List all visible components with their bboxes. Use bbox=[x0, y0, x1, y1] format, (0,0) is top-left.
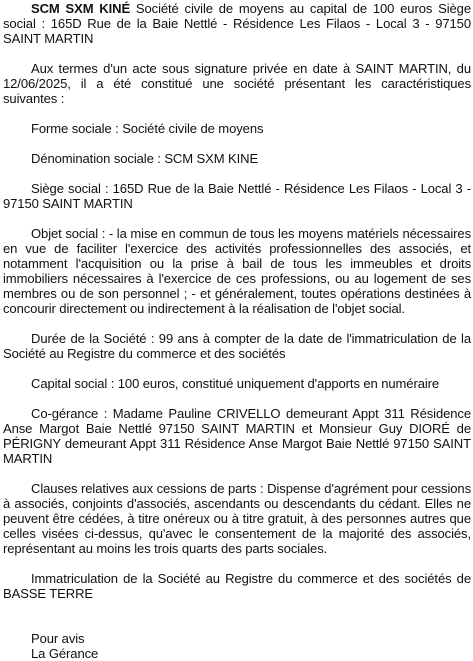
paragraph-forme-sociale: Forme sociale : Société civile de moyens bbox=[31, 121, 264, 136]
paragraph-capital: Capital social : 100 euros, constitué uniquement d'apports en numéraire bbox=[31, 376, 440, 391]
paragraph-objet-social: Objet social : - la mise en commun de tous les moyens matériels nécessaires en vue de faciliter l'exercice des activités professionnelles des associés, et notamment l'acquisition ou la prise à bail de tous les immeubles et droits immobiliers nécessaires à l'exercice de ces professions, ou au logement de ses membres ou de son personnel ; - et généralement, toutes opérations destinées à concourir directement ou indirectement à la réalisation de l'objet social. bbox=[3, 226, 471, 316]
legal-notice bbox=[3, 1, 471, 661]
paragraph-denomination: Dénomination sociale : SCM SXM KINE bbox=[31, 151, 259, 166]
signature-gerance: La Gérance bbox=[31, 646, 99, 661]
paragraph-clauses: Clauses relatives aux cessions de parts : Dispense d'agrément pour cessions à associés, conjoints d'associés, ascendants ou descendants du cédant. Elles ne peuvent être cédées, à titre onéreux ou à titre gratuit, à des personnes autres que celles visées ci-dessus, qu'avec le consentement de la majorité des associés, représentant au moins les trois quarts des parts sociales. bbox=[3, 481, 471, 556]
paragraph-siege-social: Siège social : 165D Rue de la Baie Nettlé - Résidence Les Filaos - Local 3 - 97150 SAINT MARTIN bbox=[3, 181, 471, 211]
notice-header bbox=[3, 1, 471, 46]
paragraph-duree: Durée de la Société : 99 ans à compter de la date de l'immatriculation de la Société au Registre du commerce et des sociétés bbox=[3, 331, 471, 361]
company-name: SCM SXM KINÉ bbox=[31, 1, 131, 16]
paragraph-acte: Aux termes d'un acte sous signature privée en date à SAINT MARTIN, du 12/06/2025, il a été constitué une société présentant les caractéristiques suivantes : bbox=[3, 61, 471, 106]
paragraph-cogerance: Co-gérance : Madame Pauline CRIVELLO demeurant Appt 311 Résidence Anse Margot Baie Nettlé 97150 SAINT MARTIN et Monsieur Guy DIORÉ de PÉRIGNY demeurant Appt 311 Résidence Anse Margot Baie Nettlé 97150 SAINT MARTIN bbox=[3, 406, 471, 466]
paragraph-immatriculation: Immatriculation de la Société au Registre du commerce et des sociétés de BASSE TERRE bbox=[3, 571, 471, 601]
signature-pour-avis: Pour avis bbox=[31, 631, 85, 646]
company-header-details: Société civile de moyens au capital de 100 euros Siège social : 165D Rue de la Baie Nettlé - Résidence Les Filaos - Local 3 - 97150 SAINT MARTIN bbox=[3, 1, 471, 46]
signature-block bbox=[3, 631, 471, 661]
